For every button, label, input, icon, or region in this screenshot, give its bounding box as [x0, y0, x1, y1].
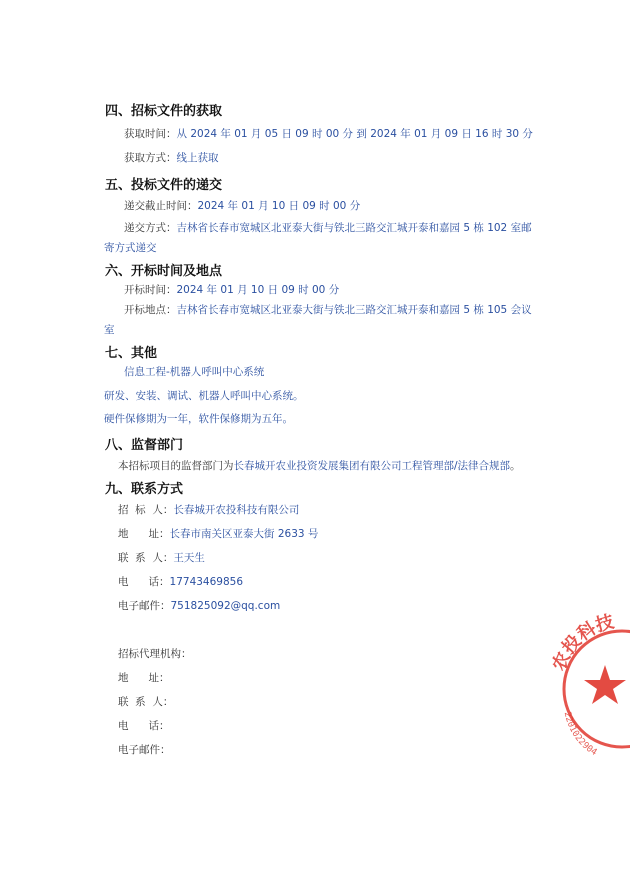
phone-line: [118, 574, 243, 589]
agency-label: 招标代理机构：: [118, 648, 192, 660]
submission-deadline-value: 2024 年 01 月 10 日 09 时 00 分: [197, 200, 361, 212]
section-8-heading: 八、监督部门: [105, 438, 184, 453]
supervision-prefix: 本招标项目的监督部门为: [118, 460, 234, 472]
contact-line: [118, 550, 205, 565]
section-4-heading: 四、招标文件的获取: [105, 104, 223, 119]
email-value: 751825092@qq.com: [170, 600, 281, 612]
seal-star-icon: [584, 665, 626, 704]
opening-place-value: 吉林省长春市宽城区北亚泰大街与铁北三路交汇城开泰和嘉园 5 栋 105 会议: [176, 304, 532, 316]
other-line-3: 硬件保修期为一年，软件保修期为五年。: [104, 413, 293, 425]
tenderer-line: [118, 502, 299, 517]
tenderer-label: 招 标 人：: [118, 504, 174, 516]
opening-time-line: [124, 282, 339, 297]
submission-method-label: 递交方式：: [124, 222, 177, 234]
email-label: 电子邮件：: [118, 600, 171, 612]
submission-method-line: [124, 220, 532, 235]
agency-address-label: 地 址：: [118, 672, 170, 684]
supervision-line: [118, 458, 521, 473]
acquisition-method-line: [124, 150, 219, 165]
seal-text: 农投科技: [548, 611, 617, 674]
agency-contact-label: 联 系 人：: [118, 696, 174, 708]
section-6-heading: 六、开标时间及地点: [105, 264, 223, 279]
tenderer-value: 长春城开农投科技有限公司: [173, 504, 300, 516]
phone-label: 电 话：: [118, 576, 170, 588]
company-seal: [548, 611, 630, 759]
supervision-department: 长春城开农业投资发展集团有限公司工程管理部/法律合规部: [233, 460, 511, 472]
address-line: [118, 526, 318, 541]
address-value: 长春市南关区亚泰大街 2633 号: [169, 528, 319, 540]
address-label: 地 址：: [118, 528, 170, 540]
acquisition-time-label: 获取时间：: [124, 128, 177, 140]
seal-number: 2201022904: [561, 710, 599, 759]
supervision-suffix: 。: [510, 460, 521, 472]
phone-value: 17743469856: [169, 576, 244, 588]
email-line: [118, 598, 280, 613]
agency-phone-label: 电 话：: [118, 720, 170, 732]
section-9-heading: 九、联系方式: [105, 482, 184, 497]
section-7-heading: 七、其他: [105, 346, 158, 361]
acquisition-time-line: [124, 126, 533, 141]
opening-time-label: 开标时间：: [124, 284, 177, 296]
contact-value: 王天生: [173, 552, 205, 564]
opening-place-label: 开标地点：: [124, 304, 177, 316]
agency-email-label: 电子邮件：: [118, 744, 171, 756]
acquisition-method-value: 线上获取: [176, 152, 219, 164]
submission-method-value: 吉林省长春市宽城区北亚泰大街与铁北三路交汇城开泰和嘉园 5 栋 102 室邮: [176, 222, 532, 234]
other-line-1: 信息工程-机器人呼叫中心系统: [124, 366, 265, 378]
section-5-heading: 五、投标文件的递交: [105, 178, 223, 193]
opening-place-line: [124, 302, 532, 317]
submission-deadline-line: [124, 198, 360, 213]
submission-deadline-label: 递交截止时间：: [124, 200, 198, 212]
acquisition-time-value: 从 2024 年 01 月 05 日 09 时 00 分 到 2024 年 01 月 09 日 16 时 30 分: [176, 128, 533, 140]
submission-method-value-cont: 寄方式递交: [104, 242, 157, 254]
opening-time-value: 2024 年 01 月 10 日 09 时 00 分: [176, 284, 340, 296]
acquisition-method-label: 获取方式：: [124, 152, 177, 164]
other-line-2: 研发、安装、调试、机器人呼叫中心系统。: [104, 390, 304, 402]
contact-label: 联 系 人：: [118, 552, 174, 564]
opening-place-value-cont: 室: [104, 324, 115, 336]
